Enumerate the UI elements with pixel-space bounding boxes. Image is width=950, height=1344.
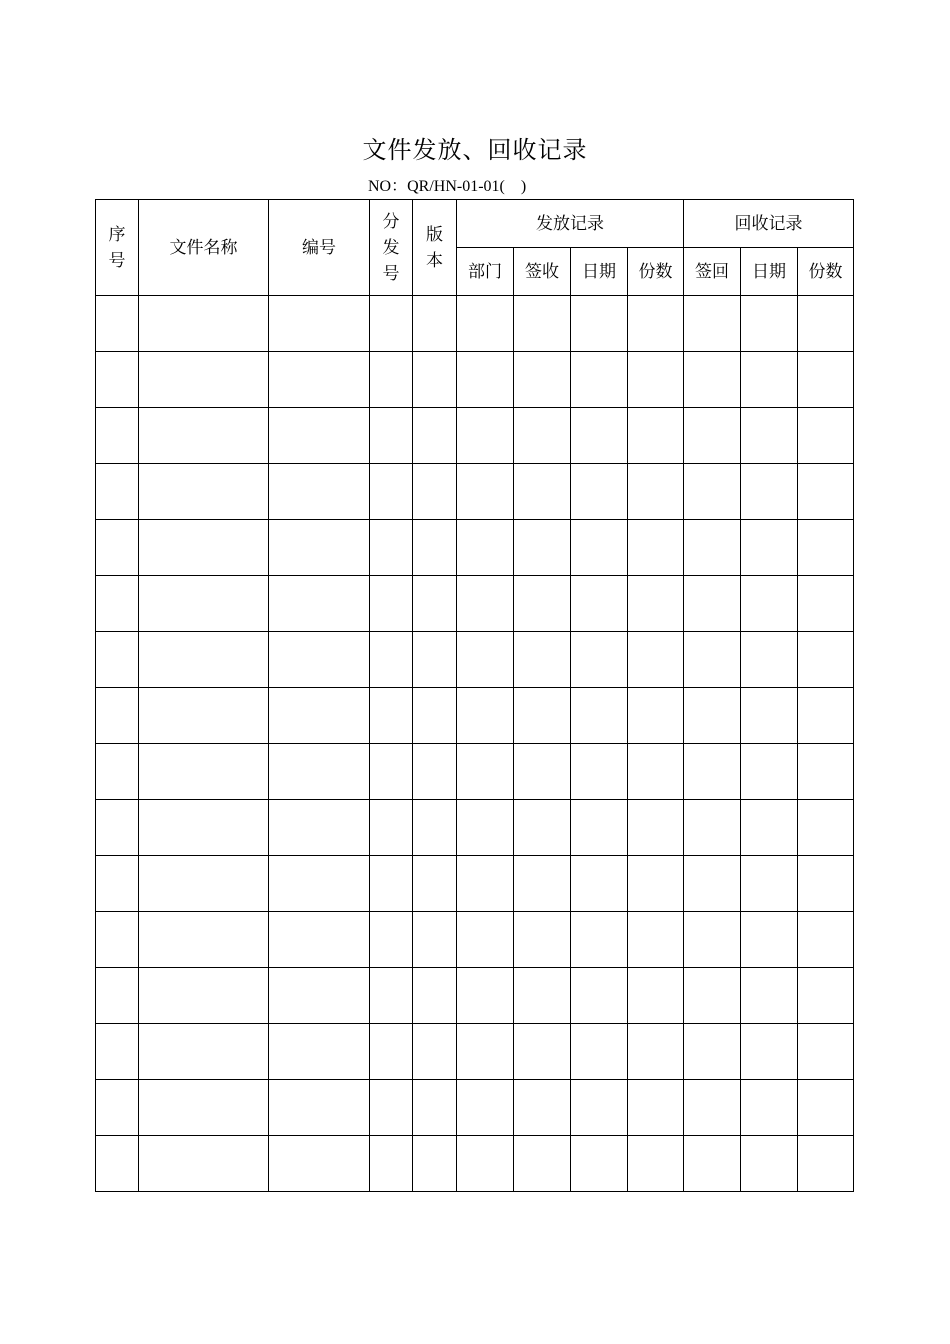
cell-issue-copies[interactable] — [628, 520, 684, 576]
cell-issue-sign[interactable] — [514, 744, 571, 800]
cell-issue-sign[interactable] — [514, 296, 571, 352]
cell-issue-date[interactable] — [571, 296, 628, 352]
cell-issue-copies[interactable] — [628, 1024, 684, 1080]
cell-issue-sign[interactable] — [514, 464, 571, 520]
cell-version[interactable] — [413, 464, 457, 520]
cell-distribution-no[interactable] — [370, 688, 413, 744]
cell-serial[interactable] — [96, 800, 139, 856]
cell-code[interactable] — [269, 576, 370, 632]
cell-recall-copies[interactable] — [798, 688, 854, 744]
header-issue-group: 发放记录 — [457, 200, 684, 248]
cell-recall-copies[interactable] — [798, 968, 854, 1024]
cell-issue-date[interactable] — [571, 744, 628, 800]
cell-serial[interactable] — [96, 1024, 139, 1080]
header-issue-sign: 签收 — [514, 248, 571, 296]
cell-version[interactable] — [413, 688, 457, 744]
cell-distribution-no[interactable] — [370, 632, 413, 688]
cell-issue-sign[interactable] — [514, 856, 571, 912]
cell-version[interactable] — [413, 968, 457, 1024]
header-issue-copies: 份数 — [628, 248, 684, 296]
cell-version[interactable] — [413, 352, 457, 408]
cell-version[interactable] — [413, 1136, 457, 1192]
cell-file-name[interactable] — [139, 912, 269, 968]
cell-issue-department[interactable] — [457, 576, 514, 632]
cell-recall-copies[interactable] — [798, 1136, 854, 1192]
cell-distribution-no[interactable] — [370, 576, 413, 632]
cell-distribution-no[interactable] — [370, 1024, 413, 1080]
cell-serial[interactable] — [96, 464, 139, 520]
cell-recall-date[interactable] — [741, 912, 798, 968]
cell-recall-sign[interactable] — [684, 800, 741, 856]
cell-issue-copies[interactable] — [628, 576, 684, 632]
cell-version[interactable] — [413, 800, 457, 856]
cell-recall-copies[interactable] — [798, 296, 854, 352]
header-serial — [96, 200, 139, 296]
cell-code[interactable] — [269, 464, 370, 520]
cell-distribution-no[interactable] — [370, 296, 413, 352]
cell-recall-sign[interactable] — [684, 576, 741, 632]
header-code: 编号 — [269, 200, 370, 296]
cell-recall-sign[interactable] — [684, 1080, 741, 1136]
header-recall-sign: 签回 — [684, 248, 741, 296]
cell-issue-department[interactable] — [457, 800, 514, 856]
cell-recall-date[interactable] — [741, 968, 798, 1024]
cell-issue-department[interactable] — [457, 632, 514, 688]
cell-issue-copies[interactable] — [628, 688, 684, 744]
cell-recall-date[interactable] — [741, 520, 798, 576]
cell-recall-copies[interactable] — [798, 520, 854, 576]
cell-issue-sign[interactable] — [514, 520, 571, 576]
cell-code[interactable] — [269, 968, 370, 1024]
cell-distribution-no[interactable] — [370, 352, 413, 408]
table-row — [96, 520, 854, 576]
table-row — [96, 744, 854, 800]
cell-issue-department[interactable] — [457, 1136, 514, 1192]
cell-serial[interactable] — [96, 688, 139, 744]
cell-code[interactable] — [269, 912, 370, 968]
cell-recall-copies[interactable] — [798, 1080, 854, 1136]
cell-distribution-no[interactable] — [370, 744, 413, 800]
cell-code[interactable] — [269, 520, 370, 576]
cell-file-name[interactable] — [139, 968, 269, 1024]
cell-issue-date[interactable] — [571, 1080, 628, 1136]
table-row — [96, 576, 854, 632]
cell-recall-sign[interactable] — [684, 408, 741, 464]
cell-recall-date[interactable] — [741, 296, 798, 352]
cell-serial[interactable] — [96, 744, 139, 800]
cell-issue-sign[interactable] — [514, 968, 571, 1024]
header-file-name: 文件名称 — [139, 200, 269, 296]
cell-serial[interactable] — [96, 408, 139, 464]
table-row — [96, 856, 854, 912]
cell-distribution-no[interactable] — [370, 520, 413, 576]
cell-recall-copies[interactable] — [798, 576, 854, 632]
cell-distribution-no[interactable] — [370, 856, 413, 912]
cell-issue-date[interactable] — [571, 352, 628, 408]
cell-serial[interactable] — [96, 352, 139, 408]
cell-issue-date[interactable] — [571, 576, 628, 632]
cell-recall-date[interactable] — [741, 632, 798, 688]
header-issue-department: 部门 — [457, 248, 514, 296]
header-row-main — [96, 200, 854, 248]
distribution-record-table — [95, 199, 854, 1192]
cell-issue-sign[interactable] — [514, 632, 571, 688]
cell-recall-date[interactable] — [741, 1024, 798, 1080]
cell-recall-sign[interactable] — [684, 520, 741, 576]
cell-issue-department[interactable] — [457, 912, 514, 968]
cell-file-name[interactable] — [139, 688, 269, 744]
cell-version[interactable] — [413, 520, 457, 576]
cell-issue-copies[interactable] — [628, 632, 684, 688]
cell-file-name[interactable] — [139, 408, 269, 464]
cell-recall-sign[interactable] — [684, 464, 741, 520]
cell-recall-copies[interactable] — [798, 744, 854, 800]
cell-file-name[interactable] — [139, 800, 269, 856]
cell-issue-sign[interactable] — [514, 408, 571, 464]
cell-issue-copies[interactable] — [628, 352, 684, 408]
cell-issue-sign[interactable] — [514, 352, 571, 408]
cell-issue-date[interactable] — [571, 912, 628, 968]
cell-code[interactable] — [269, 408, 370, 464]
table-row — [96, 1024, 854, 1080]
cell-file-name[interactable] — [139, 1080, 269, 1136]
cell-issue-date[interactable] — [571, 968, 628, 1024]
cell-issue-date[interactable] — [571, 1136, 628, 1192]
cell-version[interactable] — [413, 408, 457, 464]
cell-recall-copies[interactable] — [798, 464, 854, 520]
cell-recall-copies[interactable] — [798, 352, 854, 408]
cell-file-name[interactable] — [139, 464, 269, 520]
cell-version[interactable] — [413, 632, 457, 688]
cell-serial[interactable] — [96, 520, 139, 576]
cell-file-name[interactable] — [139, 352, 269, 408]
cell-code[interactable] — [269, 744, 370, 800]
cell-issue-copies[interactable] — [628, 408, 684, 464]
cell-issue-date[interactable] — [571, 464, 628, 520]
cell-issue-copies[interactable] — [628, 800, 684, 856]
table-row — [96, 968, 854, 1024]
cell-issue-copies[interactable] — [628, 968, 684, 1024]
header-serial-label: 序号 — [108, 224, 126, 271]
cell-issue-department[interactable] — [457, 744, 514, 800]
cell-issue-sign[interactable] — [514, 912, 571, 968]
cell-issue-copies[interactable] — [628, 1136, 684, 1192]
header-issue-date: 日期 — [571, 248, 628, 296]
cell-recall-date[interactable] — [741, 688, 798, 744]
cell-version[interactable] — [413, 296, 457, 352]
table-row — [96, 296, 854, 352]
cell-recall-date[interactable] — [741, 800, 798, 856]
cell-recall-sign[interactable] — [684, 632, 741, 688]
cell-version[interactable] — [413, 912, 457, 968]
cell-issue-copies[interactable] — [628, 912, 684, 968]
cell-issue-copies[interactable] — [628, 856, 684, 912]
table-row — [96, 632, 854, 688]
cell-recall-date[interactable] — [741, 1080, 798, 1136]
cell-code[interactable] — [269, 800, 370, 856]
cell-issue-date[interactable] — [571, 800, 628, 856]
cell-recall-copies[interactable] — [798, 632, 854, 688]
cell-file-name[interactable] — [139, 744, 269, 800]
cell-distribution-no[interactable] — [370, 408, 413, 464]
cell-distribution-no[interactable] — [370, 1080, 413, 1136]
cell-version[interactable] — [413, 1080, 457, 1136]
cell-serial[interactable] — [96, 1136, 139, 1192]
cell-distribution-no[interactable] — [370, 968, 413, 1024]
cell-file-name[interactable] — [139, 576, 269, 632]
table-row — [96, 1136, 854, 1192]
cell-issue-date[interactable] — [571, 1024, 628, 1080]
cell-serial[interactable] — [96, 968, 139, 1024]
cell-issue-sign[interactable] — [514, 1080, 571, 1136]
cell-issue-department[interactable] — [457, 688, 514, 744]
cell-recall-date[interactable] — [741, 464, 798, 520]
cell-distribution-no[interactable] — [370, 464, 413, 520]
cell-issue-department[interactable] — [457, 968, 514, 1024]
cell-recall-sign[interactable] — [684, 856, 741, 912]
cell-issue-date[interactable] — [571, 632, 628, 688]
cell-recall-date[interactable] — [741, 352, 798, 408]
table-row — [96, 352, 854, 408]
cell-serial[interactable] — [96, 296, 139, 352]
cell-code[interactable] — [269, 296, 370, 352]
cell-recall-copies[interactable] — [798, 912, 854, 968]
cell-code[interactable] — [269, 1024, 370, 1080]
cell-recall-sign[interactable] — [684, 1024, 741, 1080]
cell-version[interactable] — [413, 744, 457, 800]
cell-serial[interactable] — [96, 1080, 139, 1136]
cell-recall-sign[interactable] — [684, 968, 741, 1024]
cell-distribution-no[interactable] — [370, 1136, 413, 1192]
cell-issue-date[interactable] — [571, 520, 628, 576]
cell-issue-department[interactable] — [457, 1080, 514, 1136]
cell-code[interactable] — [269, 856, 370, 912]
cell-issue-date[interactable] — [571, 856, 628, 912]
document-title: 文件发放、回收记录 — [362, 136, 588, 164]
cell-recall-date[interactable] — [741, 1136, 798, 1192]
cell-serial[interactable] — [96, 576, 139, 632]
cell-issue-sign[interactable] — [514, 688, 571, 744]
cell-code[interactable] — [269, 1080, 370, 1136]
cell-issue-sign[interactable] — [514, 1136, 571, 1192]
cell-issue-copies[interactable] — [628, 1080, 684, 1136]
cell-issue-sign[interactable] — [514, 576, 571, 632]
cell-issue-copies[interactable] — [628, 464, 684, 520]
table-row — [96, 464, 854, 520]
cell-issue-sign[interactable] — [514, 1024, 571, 1080]
table-row — [96, 688, 854, 744]
cell-issue-department[interactable] — [457, 464, 514, 520]
table-row — [96, 408, 854, 464]
cell-file-name[interactable] — [139, 856, 269, 912]
header-recall-date: 日期 — [741, 248, 798, 296]
cell-version[interactable] — [413, 1024, 457, 1080]
cell-issue-department[interactable] — [457, 520, 514, 576]
cell-version[interactable] — [413, 576, 457, 632]
cell-version[interactable] — [413, 856, 457, 912]
header-recall-copies: 份数 — [798, 248, 854, 296]
cell-issue-date[interactable] — [571, 408, 628, 464]
cell-issue-copies[interactable] — [628, 296, 684, 352]
cell-code[interactable] — [269, 352, 370, 408]
cell-issue-department[interactable] — [457, 1024, 514, 1080]
cell-file-name[interactable] — [139, 1136, 269, 1192]
header-distribution-no-label: 分发号 — [382, 211, 400, 284]
cell-issue-department[interactable] — [457, 856, 514, 912]
cell-issue-department[interactable] — [457, 296, 514, 352]
header-version-label: 版本 — [426, 224, 443, 271]
cell-file-name[interactable] — [139, 1024, 269, 1080]
document-number: NO：QR/HN-01-01( ) — [368, 178, 527, 195]
cell-distribution-no[interactable] — [370, 800, 413, 856]
cell-issue-copies[interactable] — [628, 744, 684, 800]
cell-file-name[interactable] — [139, 520, 269, 576]
cell-recall-sign[interactable] — [684, 352, 741, 408]
cell-issue-date[interactable] — [571, 688, 628, 744]
cell-recall-copies[interactable] — [798, 1024, 854, 1080]
cell-code[interactable] — [269, 1136, 370, 1192]
cell-serial[interactable] — [96, 632, 139, 688]
cell-recall-sign[interactable] — [684, 912, 741, 968]
cell-recall-date[interactable] — [741, 856, 798, 912]
cell-serial[interactable] — [96, 856, 139, 912]
cell-recall-date[interactable] — [741, 576, 798, 632]
cell-file-name[interactable] — [139, 296, 269, 352]
cell-recall-copies[interactable] — [798, 856, 854, 912]
cell-serial[interactable] — [96, 912, 139, 968]
header-recall-group: 回收记录 — [684, 200, 854, 248]
table-row — [96, 912, 854, 968]
cell-recall-date[interactable] — [741, 744, 798, 800]
cell-issue-department[interactable] — [457, 352, 514, 408]
cell-recall-sign[interactable] — [684, 296, 741, 352]
cell-recall-date[interactable] — [741, 408, 798, 464]
cell-code[interactable] — [269, 688, 370, 744]
cell-recall-sign[interactable] — [684, 1136, 741, 1192]
header-distribution-no — [370, 200, 413, 296]
table-row — [96, 800, 854, 856]
header-version — [413, 200, 457, 296]
cell-issue-department[interactable] — [457, 408, 514, 464]
cell-recall-sign[interactable] — [684, 744, 741, 800]
cell-code[interactable] — [269, 632, 370, 688]
cell-issue-sign[interactable] — [514, 800, 571, 856]
cell-recall-sign[interactable] — [684, 688, 741, 744]
cell-distribution-no[interactable] — [370, 912, 413, 968]
cell-recall-copies[interactable] — [798, 800, 854, 856]
cell-recall-copies[interactable] — [798, 408, 854, 464]
cell-file-name[interactable] — [139, 632, 269, 688]
table-row — [96, 1080, 854, 1136]
